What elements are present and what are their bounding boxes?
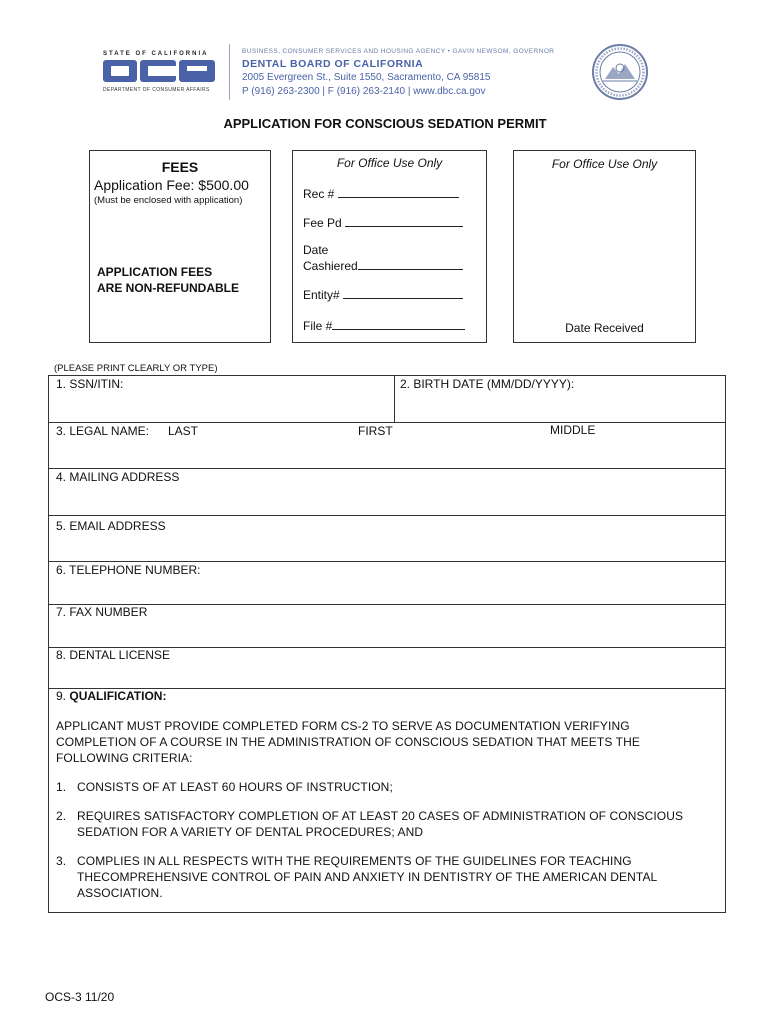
- form-id: OCS-3 11/20: [45, 990, 115, 1004]
- dental-license-label: 8. DENTAL LICENSE: [56, 648, 171, 662]
- criteria-line: SEDATION FOR A VARIETY OF DENTAL PROCEDURES; AND: [77, 825, 424, 839]
- criteria-line: COMPLIES IN ALL RESPECTS WITH THE REQUIREMENTS OF THE GUIDELINES FOR TEACHING: [77, 854, 632, 868]
- ssn-label: 1. SSN/ITIN:: [56, 377, 124, 391]
- nonrefundable-line-2: ARE NON-REFUNDABLE: [97, 281, 239, 295]
- row-license: [48, 648, 726, 689]
- row-email: [48, 516, 726, 562]
- state-seal: [591, 43, 649, 101]
- row-divider: [394, 375, 395, 423]
- criteria-text: [77, 853, 657, 901]
- criteria-line: THECOMPREHENSIVE CONTROL OF PAIN AND ANXIETY IN DENTISTRY OF THE AMERICAN DENTAL: [77, 870, 658, 884]
- page-title: APPLICATION FOR CONSCIOUS SEDATION PERMIT: [223, 116, 547, 131]
- criteria-line: REQUIRES SATISFACTORY COMPLETION OF AT LEAST 20 CASES OF ADMINISTRATION OF CONSCIOUS: [77, 809, 684, 823]
- entity-label: Entity#: [303, 288, 340, 302]
- row-ssn-birth: [48, 375, 726, 423]
- dept-label: DEPARTMENT OF CONSUMER AFFAIRS: [103, 87, 210, 93]
- criteria-number: 3.: [56, 854, 67, 868]
- qualification-number: 9.: [56, 689, 67, 703]
- criteria-number: 2.: [56, 809, 67, 823]
- file-label: File #: [303, 319, 333, 333]
- row-mailing: [48, 469, 726, 516]
- qualification-heading: [56, 689, 166, 703]
- rec-field: [303, 187, 459, 201]
- state-seal-icon: [591, 43, 649, 101]
- cashiered-label: Cashiered: [303, 259, 358, 273]
- criteria-number: 1.: [56, 780, 67, 794]
- qualification-intro: [56, 718, 640, 766]
- fees-heading: FEES: [161, 159, 199, 175]
- feepd-label: Fee Pd: [303, 216, 342, 230]
- office-use-heading-1: For Office Use Only: [336, 156, 443, 170]
- middle-name-label: MIDDLE: [550, 423, 596, 437]
- mailing-address-label: 4. MAILING ADDRESS: [56, 470, 180, 484]
- board-name: DENTAL BOARD OF CALIFORNIA: [242, 58, 424, 70]
- telephone-label: 6. TELEPHONE NUMBER:: [56, 563, 201, 577]
- date-label: Date: [303, 243, 329, 257]
- intro-line-1: APPLICANT MUST PROVIDE COMPLETED FORM CS-2 TO SERVE AS DOCUMENTATION VERIFYING: [56, 719, 630, 733]
- criteria-text: [77, 808, 683, 840]
- dca-logo-mark: [103, 60, 215, 82]
- birth-date-label: 2. BIRTH DATE (MM/DD/YYYY):: [400, 377, 575, 391]
- entity-line: [343, 288, 463, 299]
- rec-line: [338, 187, 459, 198]
- dca-logo: [103, 60, 215, 82]
- cashiered-field: [303, 259, 463, 273]
- header-divider: [229, 44, 230, 100]
- state-label: STATE OF CALIFORNIA: [103, 51, 209, 57]
- fees-box: [89, 150, 271, 343]
- feepd-field: [303, 216, 463, 230]
- intro-line-2: COMPLETION OF A COURSE IN THE ADMINISTRATION OF CONSCIOUS SEDATION THAT MEETS THE: [56, 735, 640, 749]
- intro-line-3: FOLLOWING CRITERIA:: [56, 751, 193, 765]
- board-address: 2005 Evergreen St., Suite 1550, Sacramento, CA 95815: [242, 72, 491, 83]
- criteria-text: CONSISTS OF AT LEAST 60 HOURS OF INSTRUCTION;: [77, 780, 393, 794]
- nonrefundable-line-1: APPLICATION FEES: [97, 265, 213, 279]
- qualification-label: QUALIFICATION:: [69, 689, 167, 703]
- date-received-label: Date Received: [565, 321, 644, 335]
- office-use-box-1: [292, 150, 487, 343]
- entity-field: [303, 288, 463, 302]
- cashiered-line: [358, 259, 463, 270]
- application-fee: Application Fee: $500.00: [94, 177, 249, 193]
- board-contact: P (916) 263-2300 | F (916) 263-2140 | www.dbc.ca.gov: [242, 86, 486, 97]
- agency-line: BUSINESS, CONSUMER SERVICES AND HOUSING AGENCY • GAVIN NEWSOM, GOVERNOR: [242, 48, 555, 55]
- row-fax: [48, 605, 726, 648]
- row-phone: [48, 562, 726, 605]
- office-use-box-2: [513, 150, 696, 343]
- fax-label: 7. FAX NUMBER: [56, 605, 148, 619]
- legal-name-label: 3. LEGAL NAME:: [56, 424, 149, 438]
- rec-label: Rec #: [303, 187, 335, 201]
- feepd-line: [345, 216, 463, 227]
- enclosed-note: (Must be enclosed with application): [94, 195, 243, 206]
- file-field: [303, 319, 465, 333]
- office-use-heading-2: For Office Use Only: [551, 157, 658, 171]
- criteria-line: ASSOCIATION.: [77, 886, 163, 900]
- file-line: [332, 319, 465, 330]
- print-note: (PLEASE PRINT CLEARLY OR TYPE): [54, 363, 218, 374]
- row-legal-name: [48, 423, 726, 469]
- last-name-label: LAST: [168, 424, 199, 438]
- first-name-label: FIRST: [358, 424, 393, 438]
- email-address-label: 5. EMAIL ADDRESS: [56, 519, 166, 533]
